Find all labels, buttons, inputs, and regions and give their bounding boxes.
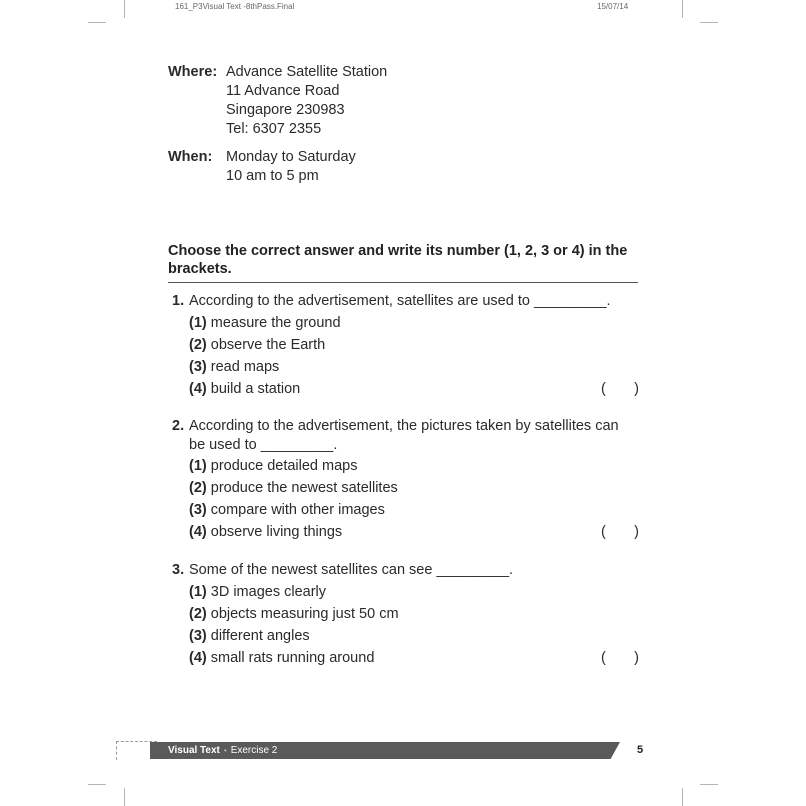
- option-3: [189, 358, 279, 377]
- crop-mark: [700, 784, 718, 785]
- option-text: compare with other images: [210, 502, 385, 518]
- option-1: [189, 583, 326, 602]
- bracket-open: (: [601, 381, 606, 397]
- print-slug-file: 161_P3Visual Text -8thPass.Final: [175, 2, 295, 11]
- bracket-close: ): [634, 524, 639, 540]
- answer-bracket[interactable]: [601, 523, 639, 542]
- footer-title: [168, 744, 277, 757]
- option-3: [189, 627, 310, 646]
- crop-mark: [88, 22, 106, 23]
- where-line: Singapore 230983: [226, 102, 345, 118]
- print-slug-date: 15/07/14: [597, 2, 629, 11]
- question-number: 2.: [172, 418, 185, 434]
- option-number: (1): [189, 584, 207, 600]
- where-values: [226, 63, 387, 139]
- option-text: read maps: [210, 359, 280, 375]
- option-text: produce the newest satellites: [210, 480, 398, 496]
- option-number: (1): [189, 315, 207, 331]
- bracket-close: ): [634, 650, 639, 666]
- option-number: (3): [189, 502, 207, 518]
- bracket-open: (: [601, 650, 606, 666]
- option-number: (3): [189, 359, 207, 375]
- option-4: [189, 380, 300, 399]
- option-number: (2): [189, 337, 207, 353]
- footer-section: Visual Text: [168, 745, 220, 756]
- question-number: 1.: [172, 293, 185, 309]
- option-number: (4): [189, 381, 207, 397]
- crop-mark: [700, 22, 718, 23]
- option-text: produce detailed maps: [210, 458, 358, 474]
- crop-mark: [682, 0, 683, 18]
- option-2: [189, 336, 325, 355]
- option-1: [189, 314, 341, 333]
- option-2: [189, 605, 399, 624]
- option-number: (1): [189, 458, 207, 474]
- where-line: Advance Satellite Station: [226, 64, 388, 80]
- option-text: objects measuring just 50 cm: [210, 606, 399, 622]
- when-values: [226, 148, 356, 186]
- where-line: Tel: 6307 2355: [226, 121, 322, 137]
- instructions: Choose the correct answer and write its number (1, 2, 3 or 4) in the brackets.: [168, 243, 628, 277]
- when-label: When:: [168, 149, 213, 165]
- instructions-divider: [168, 282, 638, 283]
- bracket-open: (: [601, 524, 606, 540]
- when-line: Monday to Saturday: [226, 149, 356, 165]
- option-3: [189, 501, 385, 520]
- question-number: 3.: [172, 562, 185, 578]
- where-line: 11 Advance Road: [226, 83, 340, 99]
- option-2: [189, 479, 398, 498]
- question-stem: According to the advertisement, the pictures taken by satellites can be used to _________.: [189, 418, 619, 453]
- option-text: observe living things: [210, 524, 343, 540]
- question-stem: According to the advertisement, satellites are used to _________.: [189, 293, 611, 309]
- option-number: (2): [189, 606, 207, 622]
- option-4: [189, 523, 342, 542]
- crop-mark: [682, 788, 683, 806]
- question-stem: Some of the newest satellites can see _________.: [189, 562, 514, 578]
- option-text: build a station: [210, 381, 301, 397]
- where-label: Where:: [168, 64, 218, 80]
- option-text: observe the Earth: [210, 337, 326, 353]
- crop-mark: [124, 788, 125, 806]
- option-number: (3): [189, 628, 207, 644]
- option-text: small rats running around: [210, 650, 375, 666]
- option-number: (2): [189, 480, 207, 496]
- page-number: 5: [637, 744, 644, 756]
- when-line: 10 am to 5 pm: [226, 168, 319, 184]
- crop-mark: [88, 784, 106, 785]
- option-number: (4): [189, 650, 207, 666]
- footer-exercise: Exercise 2: [230, 745, 278, 756]
- option-number: (4): [189, 524, 207, 540]
- footer-separator: •: [223, 746, 227, 755]
- option-1: [189, 457, 357, 476]
- option-text: measure the ground: [210, 315, 341, 331]
- answer-bracket[interactable]: [601, 380, 639, 399]
- option-4: [189, 649, 374, 668]
- option-text: different angles: [210, 628, 310, 644]
- answer-bracket[interactable]: [601, 649, 639, 668]
- bracket-close: ): [634, 381, 639, 397]
- crop-mark: [124, 0, 125, 18]
- option-text: 3D images clearly: [210, 584, 327, 600]
